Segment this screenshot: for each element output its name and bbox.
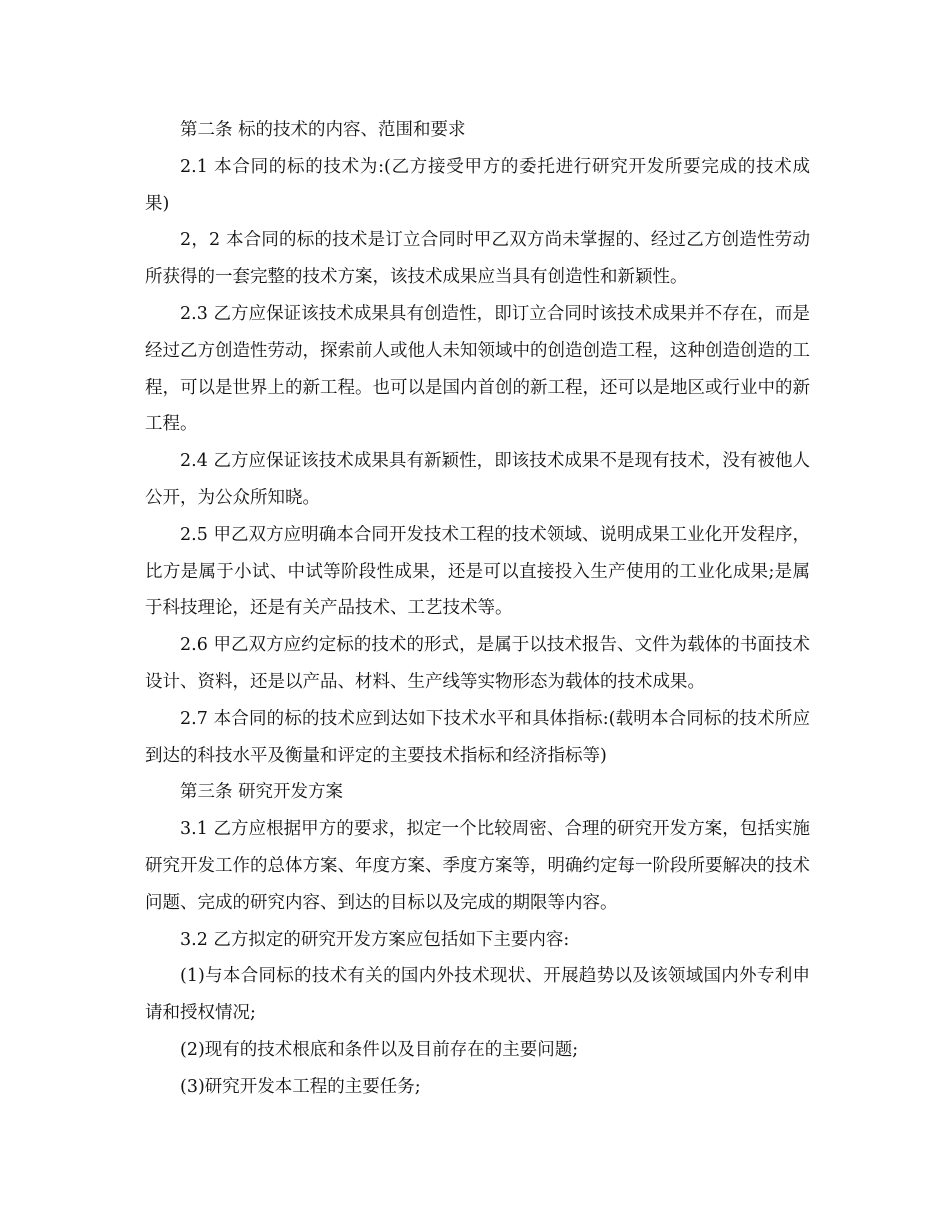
article-heading-3: 第三条 研究开发方案: [180, 782, 344, 803]
clause-3-1: 3.1 乙方应根据甲方的要求，拟定一个比较周密、合理的研究开发方案，包括实施研究开发工作的总体方案、年度方案、季度方案等，明确约定每一阶段所要解决的技术问题、完成的研究内容、到达的目标以及完成的期限等内容。: [145, 819, 810, 913]
clause-2-3: 2.3 乙方应保证该技术成果具有创造性，即订立合同时该技术成果并不存在，而是经过乙方创造性劳动，探索前人或他人未知领域中的创造创造工程，这种创造创造的工程，可以是世界上的新工程。也可以是国内首创的新工程，还可以是地区或行业中的新工程。: [145, 303, 810, 435]
document-page: [145, 112, 810, 1106]
clause-3-2: 3.2 乙方拟定的研究开发方案应包括如下主要内容:: [180, 929, 570, 950]
clause-2-5: 2.5 甲乙双方应明确本合同开发技术工程的技术领域、说明成果工业化开发程序，比方是属于小试、中试等阶段性成果，还是可以直接投入生产使用的工业化成果;是属于科技理论，还是有关产品技术、工艺技术等。: [145, 524, 810, 619]
list-item-2: (2)现有的技术根底和条件以及目前存在的主要问题;: [180, 1039, 579, 1060]
clause-2-6: 2.6 甲乙双方应约定标的技术的形式，是属于以技术报告、文件为载体的书面技术设计、资料，还是以产品、材料、生产线等实物形态为载体的技术成果。: [145, 635, 810, 692]
article-heading-2: 第二条 标的技术的内容、范围和要求: [180, 120, 466, 140]
list-item-3: (3)研究开发本工程的主要任务;: [180, 1076, 421, 1097]
list-item-1: (1)与本合同标的技术有关的国内外技术现状、开展趋势以及该领域国内外专利申请和授权情况;: [145, 966, 810, 1024]
clause-2-1: 2.1 本合同的标的技术为:(乙方接受甲方的委托进行研究开发所要完成的技术成果): [145, 156, 810, 214]
clause-2-4: 2.4 乙方应保证该技术成果具有新颖性，即该技术成果不是现有技术，没有被他人公开，为公众所知晓。: [145, 451, 810, 508]
clause-2-2: 2，2 本合同的标的技术是订立合同时甲乙双方尚未掌握的、经过乙方创造性劳动所获得的一套完整的技术方案，该技术成果应当具有创造性和新颖性。: [145, 230, 810, 288]
clause-2-7: 2.7 本合同的标的技术应到达如下技术水平和具体指标:(载明本合同标的技术所应到达的科技水平及衡量和评定的主要技术指标和经济指标等): [145, 708, 810, 766]
